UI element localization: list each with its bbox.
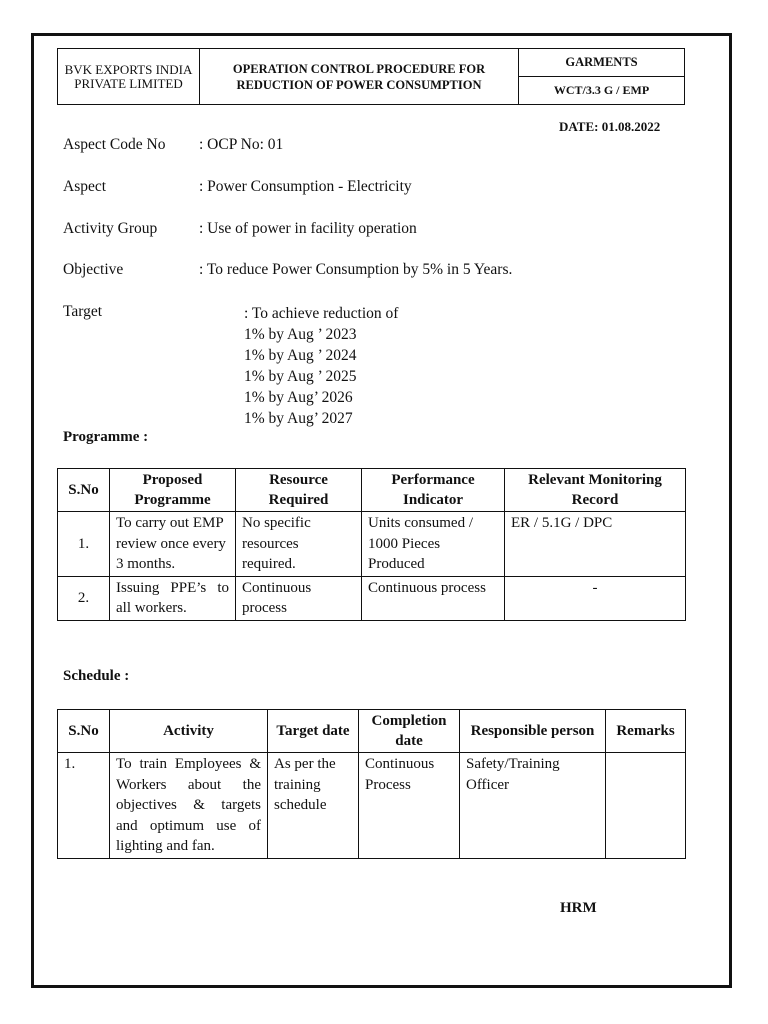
- table-header-row: [58, 469, 686, 512]
- column-header: Completion date: [359, 710, 460, 753]
- column-header: Relevant Monitoring Record: [505, 469, 686, 512]
- field-value: : Use of power in facility operation: [199, 220, 417, 237]
- field-value: : OCP No: 01: [199, 136, 284, 153]
- cell-target-date: As per the training schedule: [268, 753, 359, 859]
- column-header: Responsible person: [460, 710, 606, 753]
- target-intro: : To achieve reduction of: [244, 305, 399, 322]
- cell-programme: To carry out EMP review once every 3 months.: [110, 512, 236, 577]
- document-title: OPERATION CONTROL PROCEDURE FOR REDUCTION OF POWER CONSUMPTION: [200, 49, 519, 105]
- document-header: [57, 48, 685, 105]
- field-aspect-code: [63, 136, 283, 154]
- column-header: Proposed Programme: [110, 469, 236, 512]
- cell-responsible: Safety/Training Officer: [460, 753, 606, 859]
- cell-record: ER / 5.1G / DPC: [505, 512, 686, 577]
- field-label: Aspect Code No: [63, 136, 166, 153]
- document-code: WCT/3.3 G / EMP: [519, 77, 685, 105]
- table-header-row: [58, 710, 686, 753]
- schedule-heading: Schedule :: [63, 668, 130, 684]
- table-row: [58, 576, 686, 620]
- cell-indicator: Continuous process: [362, 576, 505, 620]
- cell-programme: Issuing PPE’s to all workers.: [110, 576, 236, 620]
- field-value: : Power Consumption - Electricity: [199, 178, 412, 195]
- field-label: Objective: [63, 261, 124, 278]
- target-line: 1% by Aug ’ 2024: [244, 347, 357, 364]
- signature: HRM: [560, 900, 597, 916]
- column-header: Resource Required: [236, 469, 362, 512]
- field-label: Activity Group: [63, 220, 158, 237]
- department: GARMENTS: [519, 49, 685, 77]
- target-line: 1% by Aug’ 2027: [244, 410, 353, 427]
- cell-sno: 1.: [58, 512, 110, 577]
- schedule-table: [57, 709, 686, 859]
- field-activity-group: [63, 220, 417, 238]
- column-header: Activity: [110, 710, 268, 753]
- column-header: S.No: [58, 469, 110, 512]
- target-line: 1% by Aug’ 2026: [244, 389, 353, 406]
- target-line: 1% by Aug ’ 2025: [244, 368, 357, 385]
- cell-sno: 2.: [58, 576, 110, 620]
- target-values: [244, 303, 398, 429]
- document-date: DATE: 01.08.2022: [559, 119, 661, 134]
- cell-indicator: Units consumed / 1000 Pieces Produced: [362, 512, 505, 577]
- cell-sno: 1.: [58, 753, 110, 859]
- column-header: S.No: [58, 710, 110, 753]
- cell-record: -: [505, 576, 686, 620]
- programme-heading: Programme :: [63, 429, 149, 445]
- field-value: : To reduce Power Consumption by 5% in 5 Years.: [199, 261, 513, 278]
- field-objective: [63, 261, 512, 279]
- field-target: [63, 303, 102, 321]
- cell-resource: No specific resources required.: [236, 512, 362, 577]
- field-label: Aspect: [63, 178, 107, 195]
- table-row: [58, 753, 686, 859]
- company-name: BVK EXPORTS INDIA PRIVATE LIMITED: [58, 49, 200, 105]
- field-aspect: [63, 178, 412, 196]
- column-header: Remarks: [606, 710, 686, 753]
- table-row: [58, 512, 686, 577]
- cell-resource: Continuous process: [236, 576, 362, 620]
- cell-remarks: [606, 753, 686, 859]
- cell-activity: To train Employees & Workers about the objectives & targets and optimum use of lighting and fan.: [110, 753, 268, 859]
- column-header: Target date: [268, 710, 359, 753]
- cell-completion: Continuous Process: [359, 753, 460, 859]
- target-line: 1% by Aug ’ 2023: [244, 326, 357, 343]
- column-header: Performance Indicator: [362, 469, 505, 512]
- field-label: Target: [63, 303, 103, 320]
- programme-table: [57, 468, 686, 621]
